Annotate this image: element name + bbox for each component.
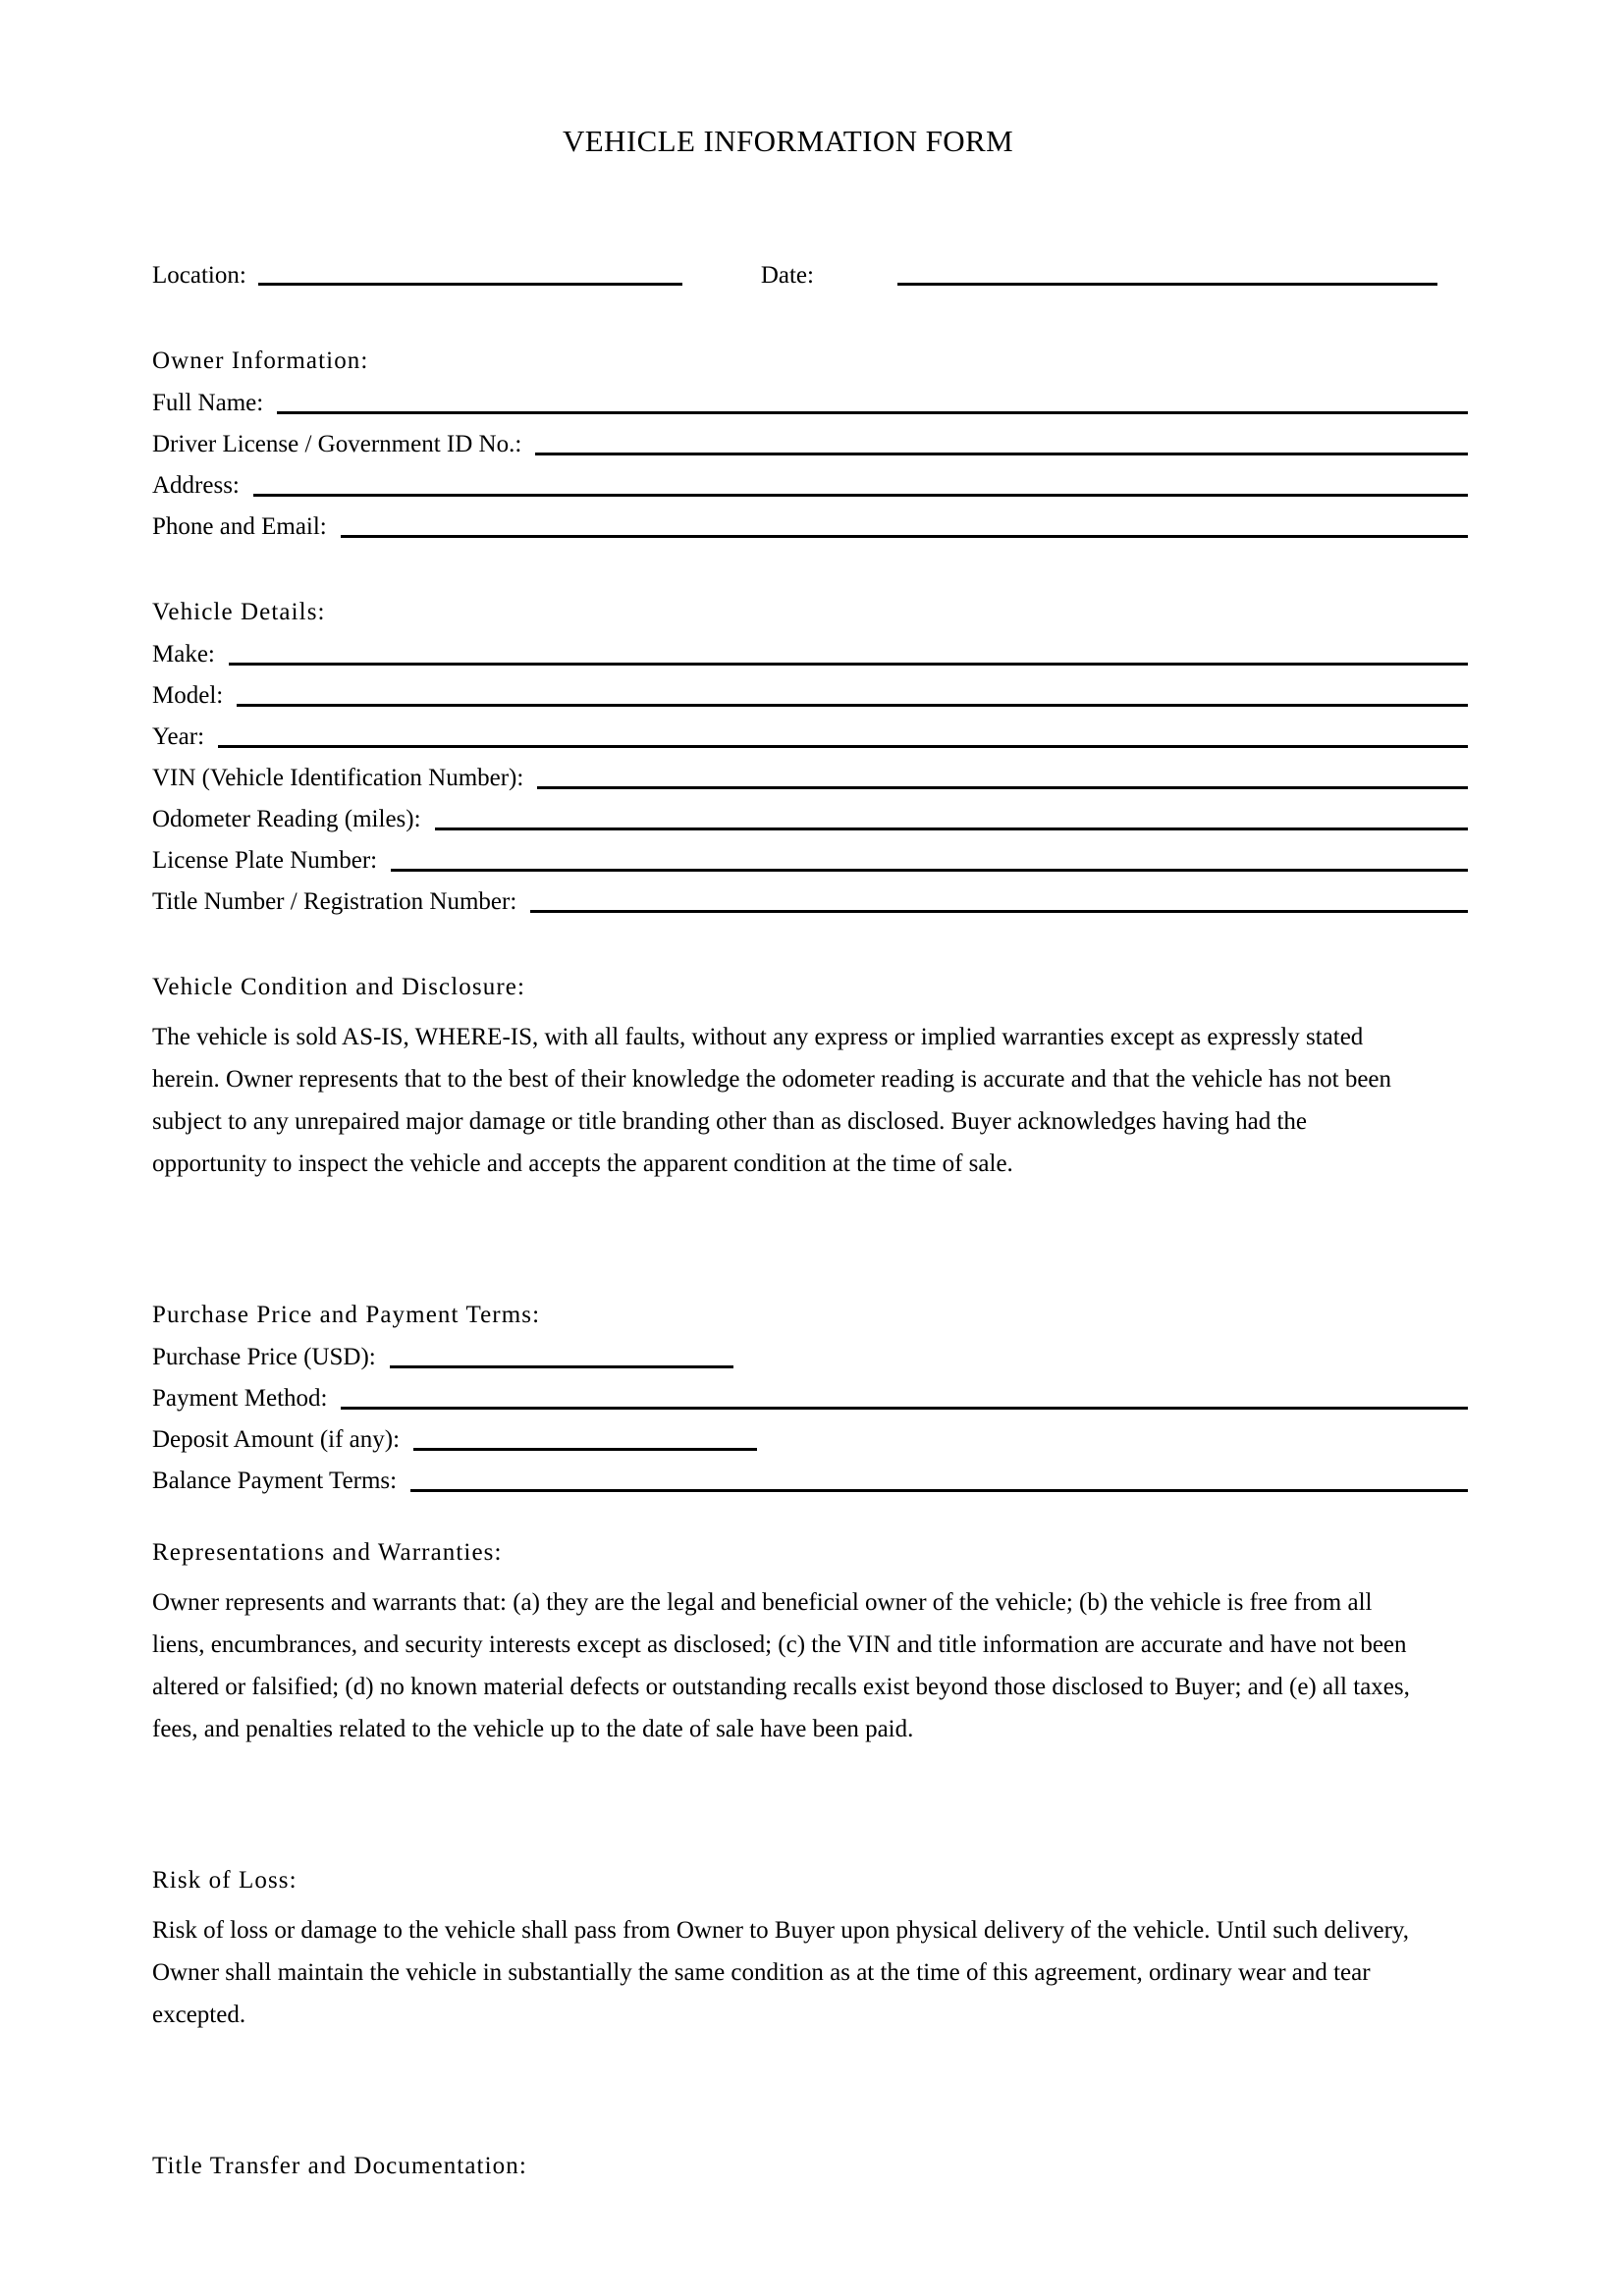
field-row (152, 468, 1468, 500)
field-input-payment-method[interactable] (341, 1407, 1468, 1410)
field-input-purchase-price[interactable] (390, 1365, 733, 1368)
field-label-deposit-amount: Deposit Amount (if any): (152, 1426, 401, 1453)
section-heading-vehicle-details: Vehicle Details: (152, 599, 326, 625)
date-input-line[interactable] (897, 283, 1437, 286)
field-row (152, 678, 1468, 710)
section-heading-purchase-price: Purchase Price and Payment Terms: (152, 1302, 541, 1328)
field-input-balance-payment-terms[interactable] (410, 1489, 1468, 1492)
field-label-odometer: Odometer Reading (miles): (152, 806, 421, 832)
section-heading-representations: Representations and Warranties: (152, 1539, 503, 1566)
field-input-make[interactable] (229, 663, 1468, 666)
field-row (152, 427, 1468, 458)
location-label: Location: (152, 262, 246, 289)
spacer (152, 2036, 1468, 2152)
field-row (152, 843, 1468, 875)
document-content (152, 0, 1468, 2181)
field-input-model[interactable] (237, 704, 1468, 707)
field-label-payment-method: Payment Method: (152, 1385, 328, 1412)
field-label-driver-license: Driver License / Government ID No.: (152, 431, 522, 457)
field-input-address[interactable] (253, 494, 1468, 497)
field-row (152, 1422, 1468, 1454)
field-label-purchase-price: Purchase Price (USD): (152, 1344, 376, 1370)
field-input-license-plate[interactable] (391, 869, 1468, 872)
field-label-vin: VIN (Vehicle Identification Number): (152, 765, 524, 791)
location-date-row (152, 250, 1468, 290)
field-label-model: Model: (152, 682, 224, 709)
page-title: VEHICLE INFORMATION FORM (562, 124, 1014, 158)
field-label-title-number: Title Number / Registration Number: (152, 888, 517, 915)
field-row (152, 1464, 1468, 1495)
field-label-license-plate: License Plate Number: (152, 847, 378, 874)
field-label-full-name: Full Name: (152, 390, 264, 416)
section-body-risk-of-loss: Risk of loss or damage to the vehicle shall pass from Owner to Buyer upon physical delivery of the vehicle. Until such delivery, Owner shall maintain the vehicle in substantially the same condition as at the time of this agreement, ordinary wear and tear excepted. (152, 1917, 1410, 2028)
spacer (152, 1568, 1468, 1581)
spacer (152, 156, 1468, 250)
field-input-deposit-amount[interactable] (413, 1448, 757, 1451)
spacer (152, 916, 1468, 973)
field-label-address: Address: (152, 472, 240, 499)
spacer (152, 1896, 1468, 1909)
field-row (152, 884, 1468, 916)
field-input-title-number[interactable] (530, 910, 1468, 913)
section-heading-owner-information: Owner Information: (152, 347, 369, 374)
spacer (152, 541, 1468, 598)
field-row (152, 720, 1468, 751)
location-input-line[interactable] (258, 283, 682, 286)
spacer (152, 1185, 1468, 1301)
field-label-make: Make: (152, 641, 215, 667)
spacer (152, 1002, 1468, 1016)
section-heading-vehicle-condition: Vehicle Condition and Disclosure: (152, 974, 525, 1000)
section-body-vehicle-condition: The vehicle is sold AS-IS, WHERE-IS, with all faults, without any express or implied warranties except as expressly stated herein. Owner represents that to the best of their knowledge the odometer reading is accurate and that the vehicle has not been subject to any unrepaired major damage or title branding other than as disclosed. Buyer acknowledges having had the opportunity to inspect the vehicle and accepts the apparent condition at the time of sale. (152, 1024, 1392, 1177)
spacer (152, 1750, 1468, 1866)
field-row (152, 386, 1468, 417)
field-label-year: Year: (152, 723, 205, 750)
section-heading-title-transfer: Title Transfer and Documentation: (152, 2153, 527, 2179)
field-input-full-name[interactable] (277, 411, 1468, 414)
field-input-odometer[interactable] (435, 828, 1468, 830)
field-row (152, 637, 1468, 668)
section-heading-risk-of-loss: Risk of Loss: (152, 1867, 298, 1894)
field-row (152, 509, 1468, 541)
date-label: Date: (760, 262, 814, 289)
field-row (152, 761, 1468, 792)
spacer (152, 290, 1468, 347)
field-row (152, 1340, 1468, 1371)
section-body-representations: Owner represents and warrants that: (a) they are the legal and beneficial owner of the vehicle; (b) the vehicle is free from all liens, encumbrances, and security interests except as disclosed; (c) the VIN and title information are accurate and have not been altered or falsified; (d) no known material defects or outstanding recalls exist beyond those disclosed to Buyer; and (e) all taxes, fees, and penalties related to the vehicle up to the date of sale have been paid. (152, 1589, 1410, 1742)
field-input-phone-email[interactable] (341, 535, 1468, 538)
field-row (152, 1381, 1468, 1413)
field-input-vin[interactable] (537, 786, 1468, 789)
field-row (152, 802, 1468, 833)
spacer (152, 1495, 1468, 1538)
field-label-phone-email: Phone and Email: (152, 513, 327, 540)
field-label-balance-payment-terms: Balance Payment Terms: (152, 1468, 398, 1494)
field-input-driver-license[interactable] (535, 453, 1468, 455)
field-input-year[interactable] (218, 745, 1468, 748)
